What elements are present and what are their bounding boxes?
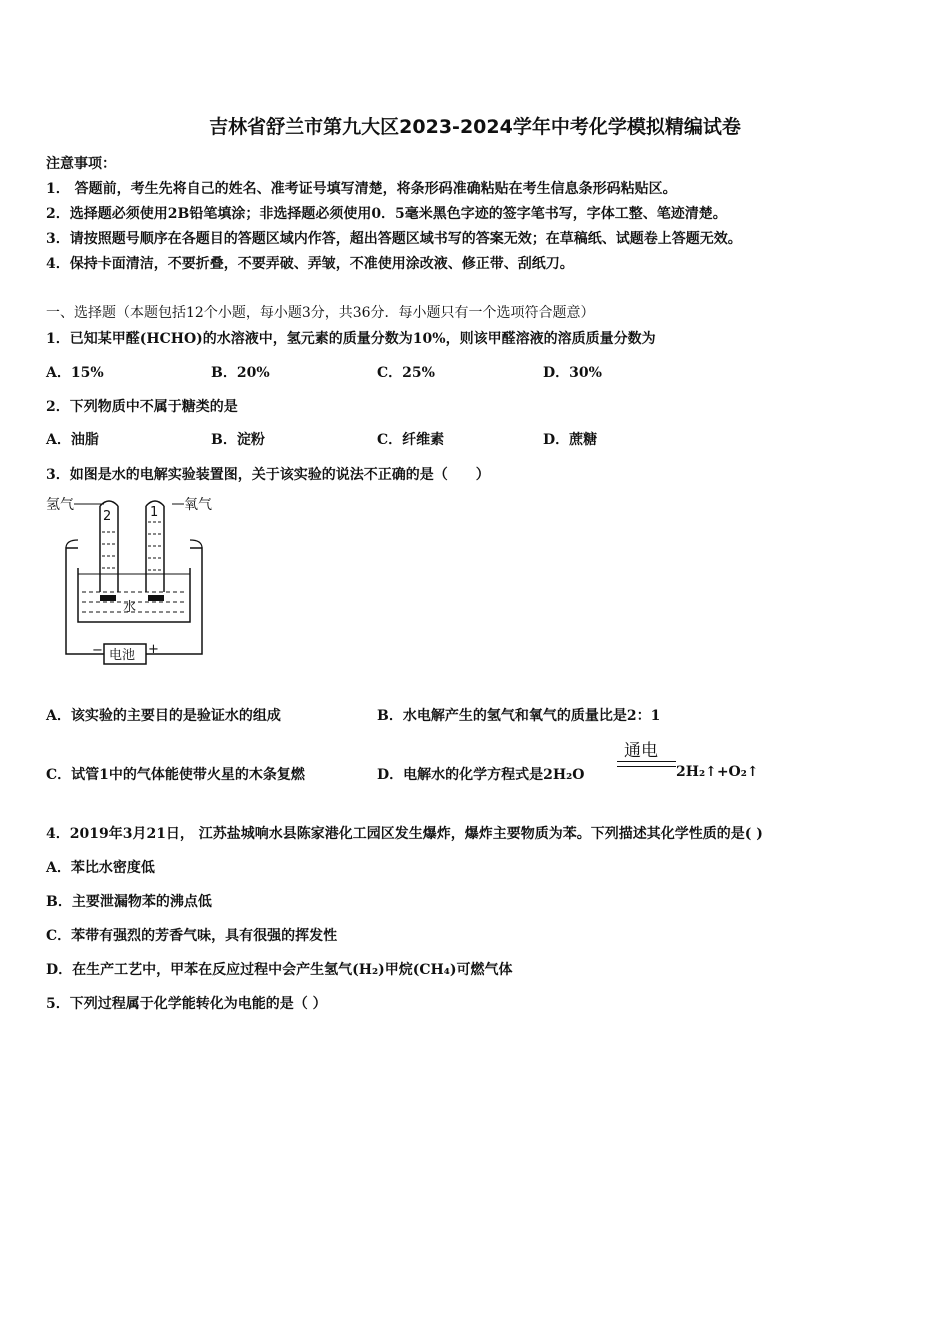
- notice-item: 2．选择题必须使用2B铅笔填涂；非选择题必须使用0．5毫米黑色字迹的签字笔书写，字体工整、笔迹清楚。: [46, 206, 727, 222]
- q2-option-d: D．蔗糖: [543, 432, 598, 448]
- oxygen-label: 氧气: [184, 497, 212, 513]
- q3-option-c: C．试管1中的气体能使带火星的木条复燃: [46, 767, 305, 783]
- notice-item: 1． 答题前，考生先将自己的姓名、准考证号填写清楚，将条形码准确粘贴在考生信息条形码粘贴区。: [46, 181, 677, 197]
- question-4-stem: 4．2019年3月21日， 江苏盐城响水县陈家港化工园区发生爆炸，爆炸主要物质为苯。下列描述其化学性质的是( ): [46, 826, 763, 842]
- q4-option-d: D．在生产工艺中，甲苯在反应过程中会产生氢气(H₂)甲烷(CH₄)可燃气体: [46, 962, 513, 978]
- notice-item: 3．请按照题号顺序在各题目的答题区域内作答，超出答题区域书写的答案无效；在草稿纸、试题卷上答题无效。: [46, 231, 742, 247]
- question-3-stem: 3．如图是水的电解实验装置图，关于该实验的说法不正确的是（ ）: [46, 467, 490, 483]
- q1-option-b: B．20%: [211, 365, 270, 381]
- q2-option-a: A．油脂: [46, 432, 99, 448]
- question-1-stem: 1．已知某甲醛(HCHO)的水溶液中，氢元素的质量分数为10%，则该甲醛溶液的溶质质量分数为: [46, 331, 656, 347]
- battery-minus: −: [92, 643, 103, 658]
- q1-option-a: A．15%: [46, 365, 104, 381]
- q3-option-d: D．电解水的化学方程式是2H₂O: [377, 767, 585, 783]
- reaction-products: 2H₂↑+O₂↑: [676, 764, 759, 780]
- notice-heading: 注意事项：: [46, 156, 116, 172]
- q2-option-c: C．纤维素: [377, 432, 445, 448]
- q4-option-b: B．主要泄漏物苯的沸点低: [46, 894, 212, 910]
- electrolysis-apparatus-figure: [44, 492, 224, 674]
- battery-label: 电池: [109, 648, 136, 663]
- q4-option-a: A．苯比水密度低: [46, 860, 155, 876]
- q3-option-a: A．该实验的主要目的是验证水的组成: [46, 708, 281, 724]
- q4-option-c: C．苯带有强烈的芳香气味，具有很强的挥发性: [46, 928, 338, 944]
- reaction-arrow-bar: [617, 761, 676, 767]
- tube-1-label: 1: [150, 505, 159, 520]
- q1-option-c: C．25%: [377, 365, 435, 381]
- notice-item: 4．保持卡面清洁，不要折叠，不要弄破、弄皱，不准使用涂改液、修正带、刮纸刀。: [46, 256, 574, 272]
- question-5-stem: 5．下列过程属于化学能转化为电能的是（ ）: [46, 996, 327, 1012]
- water-label: 水: [123, 600, 137, 615]
- hydrogen-label: 氢气: [46, 497, 74, 513]
- q3-option-b: B．水电解产生的氢气和氧气的质量比是2：1: [377, 708, 661, 724]
- reaction-condition: 通电: [624, 741, 658, 761]
- question-2-stem: 2．下列物质中不属于糖类的是: [46, 399, 238, 415]
- tube-2-label: 2: [103, 509, 112, 524]
- q2-option-b: B．淀粉: [211, 432, 265, 448]
- page-title: 吉林省舒兰市第九大区2023-2024学年中考化学模拟精编试卷: [209, 116, 741, 138]
- section-heading: 一、选择题（本题包括12个小题，每小题3分，共36分．每小题只有一个选项符合题意）: [46, 305, 595, 321]
- battery-plus: +: [148, 642, 159, 657]
- q1-option-d: D．30%: [543, 365, 602, 381]
